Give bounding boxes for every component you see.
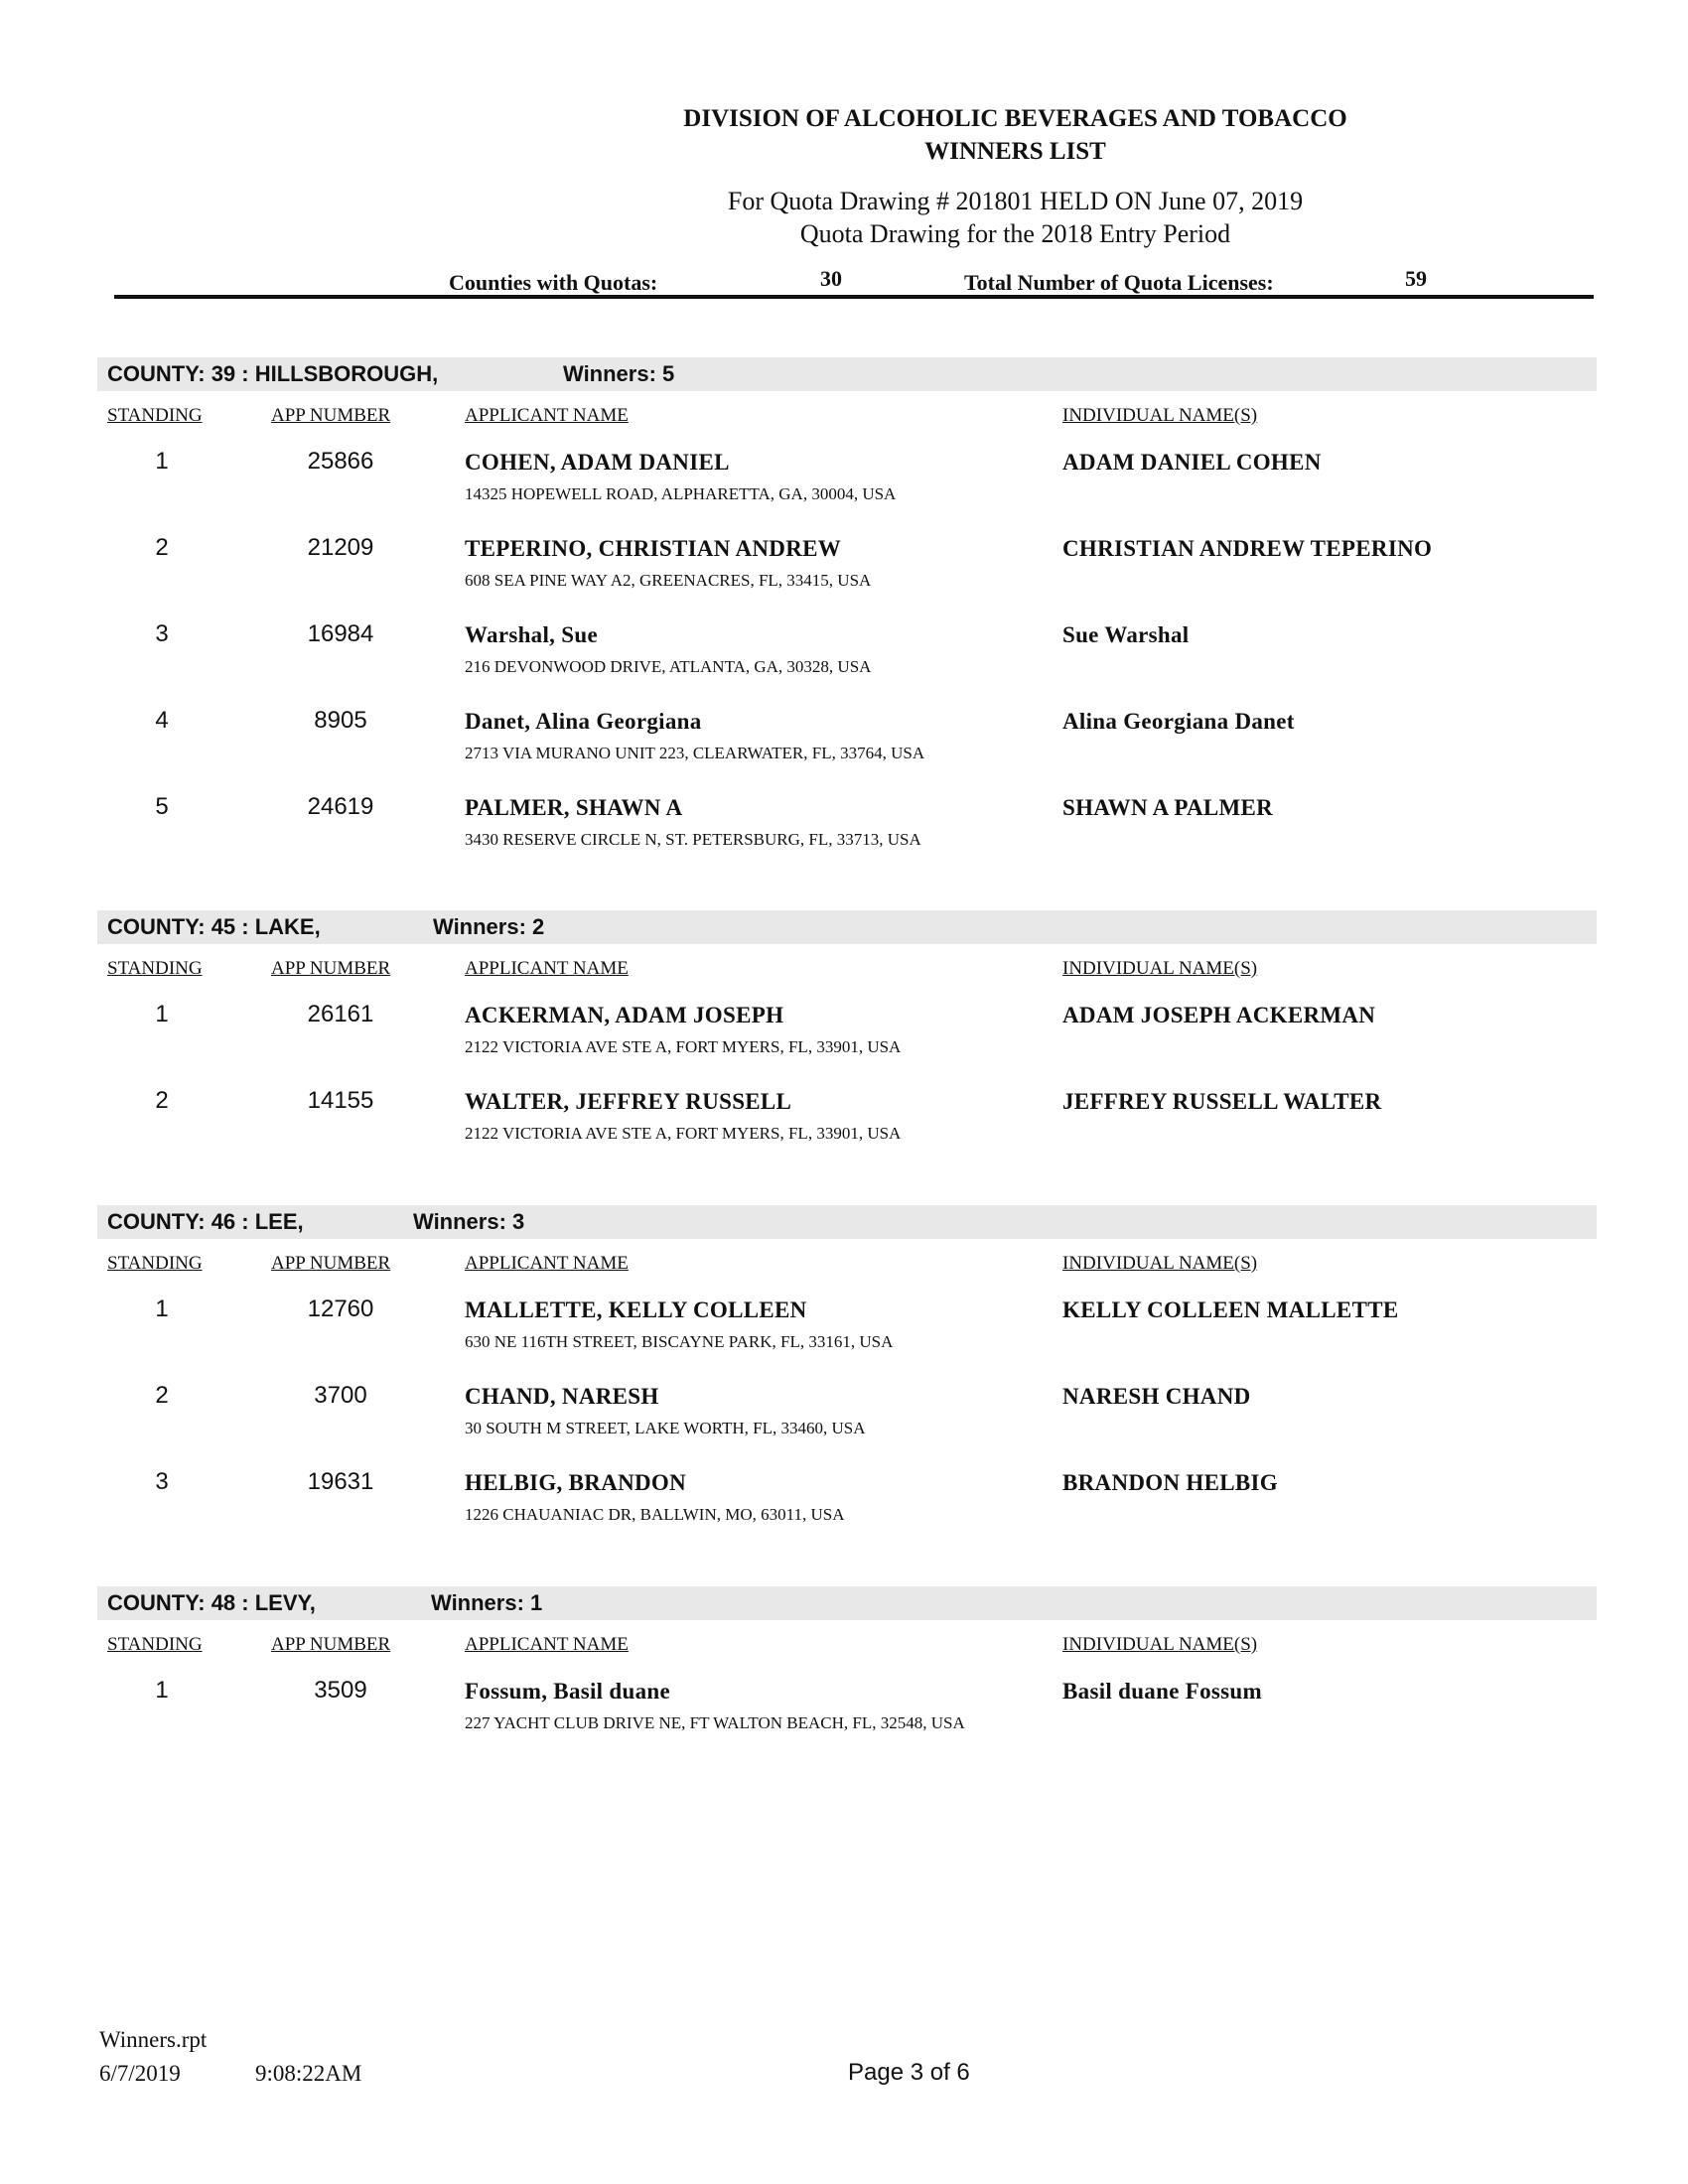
report-subtitle: WINNERS LIST <box>924 138 1106 165</box>
col-applicant-name: APPLICANT NAME <box>465 958 629 979</box>
app-number: 16984 <box>307 620 374 647</box>
drawing-line: For Quota Drawing # 201801 HELD ON June 07, 2019 <box>727 187 1304 215</box>
licenses-value: 59 <box>1405 266 1427 291</box>
report-title: DIVISION OF ALCOHOLIC BEVERAGES AND TOBACCO <box>683 105 1347 132</box>
individual-name: CHRISTIAN ANDREW TEPERINO <box>1062 536 1433 561</box>
app-number: 21209 <box>307 534 374 561</box>
app-number: 3509 <box>314 1677 367 1704</box>
applicant-address: 630 NE 116TH STREET, BISCAYNE PARK, FL, 33161, USA <box>465 1332 894 1351</box>
standing: 3 <box>155 1468 169 1495</box>
header-rule <box>114 295 1594 299</box>
applicant-name: PALMER, SHAWN A <box>465 795 683 820</box>
county-label: COUNTY: 46 : LEE, <box>107 1209 304 1234</box>
county-bar <box>97 910 1597 944</box>
individual-name: Alina Georgiana Danet <box>1062 709 1295 734</box>
col-applicant-name: APPLICANT NAME <box>465 1634 629 1655</box>
standing: 1 <box>155 1296 169 1322</box>
col-individual-names: INDIVIDUAL NAME(S) <box>1062 958 1258 979</box>
applicant-name: Warshal, Sue <box>465 622 598 647</box>
counties-value: 30 <box>820 266 842 291</box>
report-time: 9:08:22AM <box>255 2061 362 2086</box>
col-individual-names: INDIVIDUAL NAME(S) <box>1062 1634 1258 1655</box>
county-bar <box>97 1586 1597 1620</box>
applicant-address: 2713 VIA MURANO UNIT 223, CLEARWATER, FL, 33764, USA <box>465 744 925 762</box>
county-section <box>97 910 1597 1168</box>
applicant-name: Fossum, Basil duane <box>465 1679 671 1704</box>
applicant-name: MALLETTE, KELLY COLLEEN <box>465 1297 807 1322</box>
col-standing: STANDING <box>107 1634 203 1655</box>
app-number: 12760 <box>307 1296 374 1322</box>
standing: 2 <box>155 1087 169 1114</box>
table-row <box>97 1381 1597 1467</box>
county-section <box>97 1205 1597 1553</box>
col-individual-names: INDIVIDUAL NAME(S) <box>1062 405 1258 426</box>
report-name: Winners.rpt <box>99 2027 208 2052</box>
app-number: 19631 <box>307 1468 374 1495</box>
individual-name: BRANDON HELBIG <box>1062 1470 1278 1495</box>
col-standing: STANDING <box>107 405 203 426</box>
standing: 1 <box>155 1677 169 1704</box>
app-number: 24619 <box>307 793 374 820</box>
applicant-address: 14325 HOPEWELL ROAD, ALPHARETTA, GA, 30004, USA <box>465 484 897 503</box>
table-row <box>97 706 1597 792</box>
winners-count: Winners: 2 <box>433 914 545 939</box>
app-number: 14155 <box>307 1087 374 1114</box>
standing: 1 <box>155 448 169 475</box>
applicant-address: 2122 VICTORIA AVE STE A, FORT MYERS, FL, 33901, USA <box>465 1037 902 1056</box>
county-section <box>97 1586 1597 1775</box>
report-date: 6/7/2019 <box>99 2061 181 2086</box>
table-row <box>97 1000 1597 1086</box>
table-row <box>97 619 1597 706</box>
county-label: COUNTY: 45 : LAKE, <box>107 914 321 939</box>
table-row <box>97 1295 1597 1381</box>
applicant-name: COHEN, ADAM DANIEL <box>465 450 730 475</box>
counties-label: Counties with Quotas: <box>449 270 658 295</box>
col-app-number: APP NUMBER <box>271 958 391 979</box>
col-app-number: APP NUMBER <box>271 405 391 426</box>
col-applicant-name: APPLICANT NAME <box>465 1253 629 1274</box>
winners-count: Winners: 1 <box>431 1590 543 1615</box>
applicant-name: Danet, Alina Georgiana <box>465 709 702 734</box>
table-row <box>97 447 1597 533</box>
applicant-address: 30 SOUTH M STREET, LAKE WORTH, FL, 33460, USA <box>465 1419 866 1437</box>
county-bar <box>97 1205 1597 1239</box>
applicant-address: 3430 RESERVE CIRCLE N, ST. PETERSBURG, FL, 33713, USA <box>465 830 921 849</box>
col-individual-names: INDIVIDUAL NAME(S) <box>1062 1253 1258 1274</box>
winners-count: Winners: 5 <box>563 361 675 386</box>
table-row <box>97 1467 1597 1554</box>
individual-name: SHAWN A PALMER <box>1062 795 1274 820</box>
col-applicant-name: APPLICANT NAME <box>465 405 629 426</box>
app-number: 3700 <box>314 1382 367 1409</box>
col-standing: STANDING <box>107 1253 203 1274</box>
standing: 3 <box>155 620 169 647</box>
applicant-address: 608 SEA PINE WAY A2, GREENACRES, FL, 33415, USA <box>465 571 872 590</box>
period-line: Quota Drawing for the 2018 Entry Period <box>799 219 1231 248</box>
standing: 5 <box>155 793 169 820</box>
winners-count: Winners: 3 <box>413 1209 525 1234</box>
individual-name: JEFFREY RUSSELL WALTER <box>1062 1089 1382 1114</box>
applicant-address: 2122 VICTORIA AVE STE A, FORT MYERS, FL, 33901, USA <box>465 1124 902 1143</box>
standing: 2 <box>155 1382 169 1409</box>
applicant-name: WALTER, JEFFREY RUSSELL <box>465 1089 792 1114</box>
county-bar <box>97 357 1597 391</box>
app-number: 8905 <box>314 707 367 734</box>
applicant-name: TEPERINO, CHRISTIAN ANDREW <box>465 536 842 561</box>
applicant-address: 1226 CHAUANIAC DR, BALLWIN, MO, 63011, USA <box>465 1505 845 1524</box>
county-label: COUNTY: 39 : HILLSBOROUGH, <box>107 361 439 386</box>
applicant-name: ACKERMAN, ADAM JOSEPH <box>465 1003 784 1027</box>
col-app-number: APP NUMBER <box>271 1253 391 1274</box>
individual-name: KELLY COLLEEN MALLETTE <box>1062 1297 1399 1322</box>
standing: 2 <box>155 534 169 561</box>
county-label: COUNTY: 48 : LEVY, <box>107 1590 316 1615</box>
app-number: 25866 <box>307 448 374 475</box>
col-app-number: APP NUMBER <box>271 1634 391 1655</box>
individual-name: Basil duane Fossum <box>1062 1679 1262 1704</box>
table-row <box>97 533 1597 619</box>
applicant-address: 216 DEVONWOOD DRIVE, ATLANTA, GA, 30328, USA <box>465 657 872 676</box>
individual-name: ADAM DANIEL COHEN <box>1062 450 1322 475</box>
applicant-address: 227 YACHT CLUB DRIVE NE, FT WALTON BEACH, FL, 32548, USA <box>465 1713 965 1732</box>
page-number: Page 3 of 6 <box>848 2059 970 2086</box>
standing: 1 <box>155 1001 169 1027</box>
individual-name: ADAM JOSEPH ACKERMAN <box>1062 1003 1376 1027</box>
table-row <box>97 792 1597 879</box>
app-number: 26161 <box>307 1001 374 1027</box>
individual-name: NARESH CHAND <box>1062 1384 1251 1409</box>
col-standing: STANDING <box>107 958 203 979</box>
county-section <box>97 357 1597 874</box>
licenses-label: Total Number of Quota Licenses: <box>964 270 1274 295</box>
table-row <box>97 1676 1597 1762</box>
standing: 4 <box>155 707 169 734</box>
individual-name: Sue Warshal <box>1062 622 1190 647</box>
applicant-name: CHAND, NARESH <box>465 1384 659 1409</box>
applicant-name: HELBIG, BRANDON <box>465 1470 687 1495</box>
table-row <box>97 1086 1597 1172</box>
